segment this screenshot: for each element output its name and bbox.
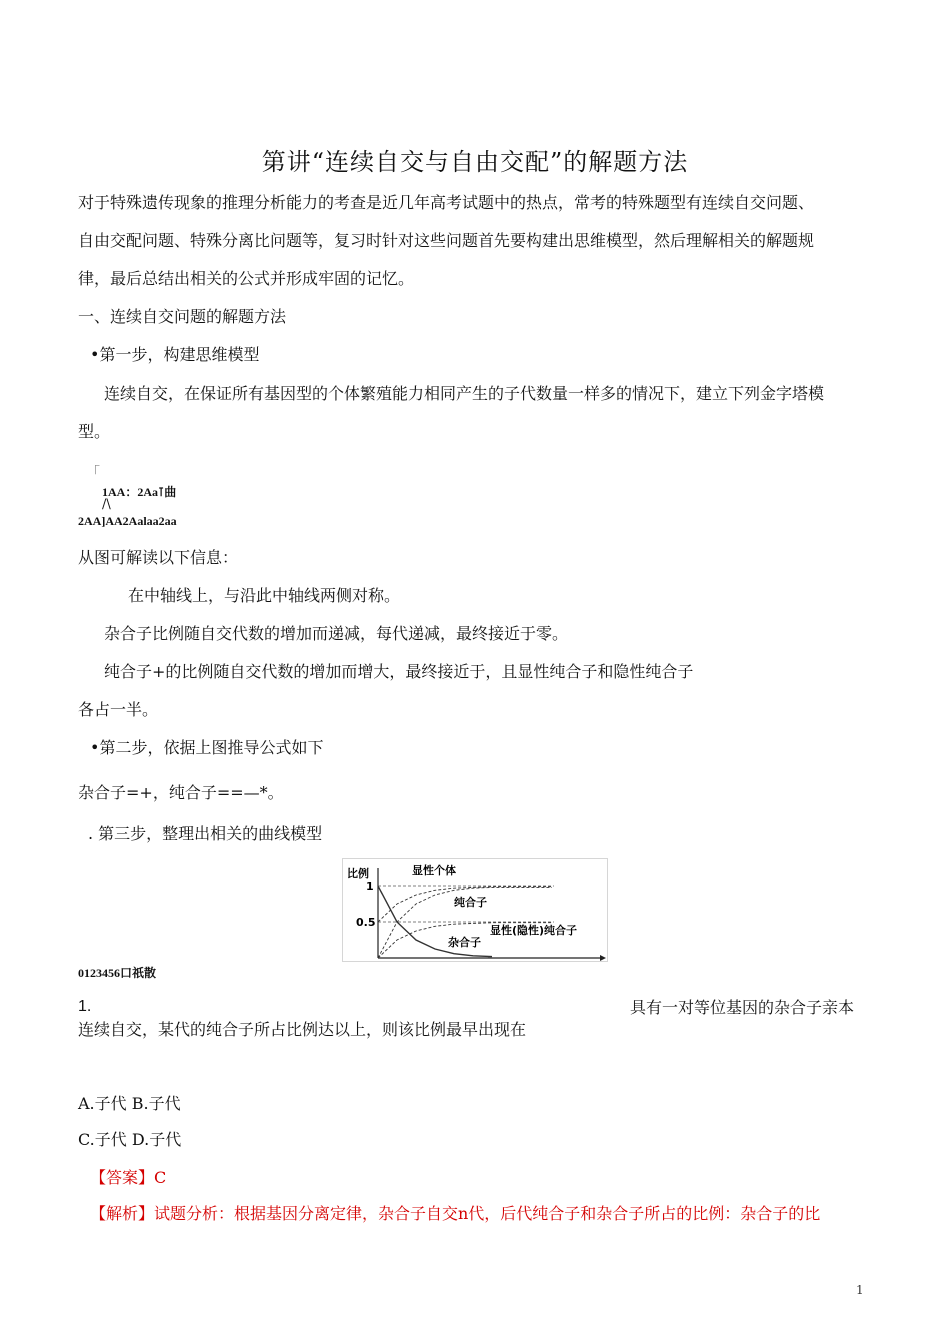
info-heading: 从图可解读以下信息： <box>78 548 239 567</box>
step1-para-line-2: 型。 <box>78 422 111 441</box>
info-item-2: 杂合子比例随自交代数的增加而递减，每代递减，最终接近于零。 <box>104 624 569 643</box>
curve-chart <box>342 858 608 962</box>
info-item-1: 在中轴线上，与沿此中轴线两侧对称。 <box>128 586 401 605</box>
answer: 【答案】C <box>90 1168 167 1187</box>
pyramid-branch: /\ <box>102 497 111 512</box>
y-tick-label-0-5: 0.5 <box>356 916 376 929</box>
pyramid-row-1: 1AA：2Aa⊺曲 <box>102 485 177 499</box>
info-item-3a: 纯合子+的比例随自交代数的增加而增大，最终接近于，且显性纯合子和隐性纯合子 <box>104 662 694 681</box>
pyramid-top-mark: 「 <box>86 465 100 481</box>
label-heterozygote: 杂合子 <box>448 936 481 949</box>
question-number: 1. <box>78 998 92 1015</box>
options-line-1: A.子代 B.子代 <box>78 1094 181 1113</box>
label-homozygote: 纯合子 <box>454 896 487 909</box>
pyramid-row-2: 2AA]AA2Aalaa2aa <box>78 514 177 528</box>
x-axis-caption: 0123456口祇散 <box>78 966 157 980</box>
intro-line-2: 自由交配问题、特殊分离比问题等，复习时针对这些问题首先要构建出思维模型，然后理解相关的解题规 <box>78 231 815 250</box>
label-dom-rec-homozygote: 显性(隐性)纯合子 <box>490 924 578 937</box>
page-number: 1 <box>856 1283 864 1297</box>
step1-heading: •第一步，构建思维模型 <box>90 345 260 364</box>
section-heading: 一、连续自交问题的解题方法 <box>78 307 287 326</box>
label-dominant: 显性个体 <box>412 864 456 877</box>
step2-heading: •第二步，依据上图推导公式如下 <box>90 738 324 757</box>
step3-heading: . 第三步，整理出相关的曲线模型 <box>88 824 323 843</box>
analysis: 【解析】试题分析：根据基因分离定律，杂合子自交n代，后代纯合子和杂合子所占的比例：杂合子的比 <box>90 1204 821 1223</box>
x-axis-arrow <box>600 955 606 961</box>
question-text-line-2: 连续自交，某代的纯合子所占比例达以上，则该比例最早出现在 <box>78 1020 527 1039</box>
question-text-right: 具有一对等位基因的杂合子亲本 <box>630 998 855 1017</box>
y-tick-label-1: 1 <box>366 880 374 893</box>
intro-line-3: 律，最后总结出相关的公式并形成牢固的记忆。 <box>78 269 415 288</box>
options-line-2: C.子代 D.子代 <box>78 1130 182 1149</box>
y-axis-label: 比例 <box>347 867 369 880</box>
step1-para-line-1: 连续自交，在保证所有基因型的个体繁殖能力相同产生的子代数量一样多的情况下，建立下列金字塔模 <box>104 384 825 403</box>
info-item-3b: 各占一半。 <box>78 700 159 719</box>
formula: 杂合子=+，纯合子==—*。 <box>78 783 284 802</box>
intro-line-1: 对于特殊遗传现象的推理分析能力的考查是近几年高考试题中的热点，常考的特殊题型有连续自交问题、 <box>78 193 815 212</box>
page-title: 第讲“连续自交与自由交配”的解题方法 <box>261 148 689 176</box>
